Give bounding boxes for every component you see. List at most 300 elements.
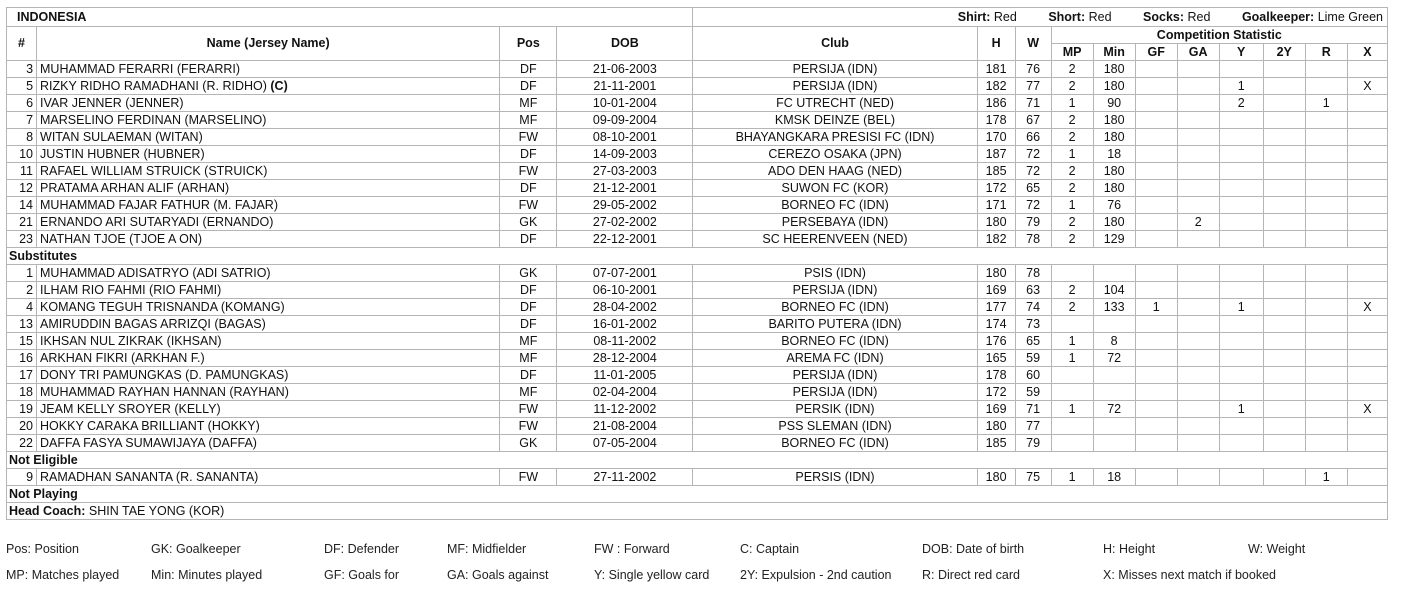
stat-2y: [1263, 197, 1305, 214]
stat-r: [1305, 129, 1347, 146]
stat-gf: [1135, 367, 1177, 384]
player-name-text: ILHAM RIO FAHMI (RIO FAHMI): [40, 282, 222, 297]
stat-ga: [1177, 197, 1219, 214]
player-position: DF: [500, 282, 557, 299]
legend-row-1: [6, 538, 1396, 564]
player-weight: 74: [1015, 299, 1051, 316]
player-position: DF: [500, 231, 557, 248]
player-weight: 72: [1015, 197, 1051, 214]
legend: [6, 538, 1396, 590]
player-position: MF: [500, 333, 557, 350]
player-weight: 77: [1015, 418, 1051, 435]
stat-y: 1: [1219, 401, 1263, 418]
player-club: SC HEERENVEEN (NED): [693, 231, 977, 248]
stat-y: [1219, 418, 1263, 435]
stat-r: [1305, 282, 1347, 299]
stat-ga: [1177, 129, 1219, 146]
stat-min: 18: [1093, 469, 1135, 486]
player-height: 180: [977, 469, 1015, 486]
player-position: GK: [500, 265, 557, 282]
stat-gf: [1135, 95, 1177, 112]
player-number: 12: [7, 180, 37, 197]
player-dob: 08-11-2002: [557, 333, 693, 350]
stat-mp: 2: [1051, 61, 1093, 78]
player-number: 8: [7, 129, 37, 146]
player-name: [37, 316, 500, 333]
player-dob: 16-01-2002: [557, 316, 693, 333]
stat-r: [1305, 435, 1347, 452]
player-height: 185: [977, 163, 1015, 180]
legend-item: Pos: Position: [6, 542, 79, 556]
stat-2y: [1263, 163, 1305, 180]
player-name: [37, 214, 500, 231]
stat-y: [1219, 197, 1263, 214]
stat-gf: [1135, 214, 1177, 231]
stat-min: 72: [1093, 350, 1135, 367]
stat-min: 129: [1093, 231, 1135, 248]
legend-item: GF: Goals for: [324, 568, 400, 582]
player-height: 180: [977, 418, 1015, 435]
player-name-text: NATHAN TJOE (TJOE A ON): [40, 231, 203, 246]
stat-2y: [1263, 401, 1305, 418]
stat-y: [1219, 231, 1263, 248]
head-coach: [7, 503, 1388, 520]
player-club: PERSIJA (IDN): [693, 384, 977, 401]
player-number: 23: [7, 231, 37, 248]
stat-gf: [1135, 333, 1177, 350]
stat-ga: [1177, 401, 1219, 418]
player-weight: 79: [1015, 214, 1051, 231]
stat-min: [1093, 384, 1135, 401]
player-dob: 10-01-2004: [557, 95, 693, 112]
stat-x: [1347, 163, 1387, 180]
stat-gf: [1135, 231, 1177, 248]
player-number: 13: [7, 316, 37, 333]
player-dob: 28-12-2004: [557, 350, 693, 367]
player-row: [7, 146, 1388, 163]
stat-min: 180: [1093, 129, 1135, 146]
player-name-text: ERNANDO ARI SUTARYADI (ERNANDO): [40, 214, 274, 229]
stat-2y: [1263, 129, 1305, 146]
col-x-header: X: [1347, 44, 1387, 61]
player-name: [37, 384, 500, 401]
stat-min: 76: [1093, 197, 1135, 214]
legend-item: Min: Minutes played: [151, 568, 263, 582]
player-position: GK: [500, 214, 557, 231]
stat-r: [1305, 418, 1347, 435]
stat-mp: [1051, 316, 1093, 333]
player-name: [37, 282, 500, 299]
squad-sheet: [6, 7, 1388, 520]
col-min-header: Min: [1093, 44, 1135, 61]
player-number: 18: [7, 384, 37, 401]
player-height: 171: [977, 197, 1015, 214]
substitutes-section: [7, 248, 1388, 265]
stat-ga: 2: [1177, 214, 1219, 231]
stat-r: [1305, 401, 1347, 418]
stat-y: [1219, 180, 1263, 197]
player-name: [37, 265, 500, 282]
player-number: 22: [7, 435, 37, 452]
stat-gf: [1135, 265, 1177, 282]
player-club: PSS SLEMAN (IDN): [693, 418, 977, 435]
stat-ga: [1177, 333, 1219, 350]
short-value: Red: [1088, 9, 1112, 24]
player-name-text: DAFFA FASYA SUMAWIJAYA (DAFFA): [40, 435, 257, 450]
player-name-text: WITAN SULAEMAN (WITAN): [40, 129, 203, 144]
stat-y: [1219, 367, 1263, 384]
stat-x: [1347, 61, 1387, 78]
player-position: FW: [500, 129, 557, 146]
player-club: PERSEBAYA (IDN): [693, 214, 977, 231]
stat-ga: [1177, 282, 1219, 299]
player-name-text: ARKHAN FIKRI (ARKHAN F.): [40, 350, 205, 365]
stat-r: [1305, 384, 1347, 401]
player-name-text: MUHAMMAD FERARRI (FERARRI): [40, 61, 241, 76]
player-dob: 27-02-2002: [557, 214, 693, 231]
stat-gf: [1135, 418, 1177, 435]
player-club: BORNEO FC (IDN): [693, 197, 977, 214]
stat-2y: [1263, 299, 1305, 316]
player-club: PERSIJA (IDN): [693, 282, 977, 299]
substitutes-section-label: Substitutes: [7, 248, 1388, 265]
player-row: [7, 95, 1388, 112]
player-name: [37, 333, 500, 350]
player-row: [7, 197, 1388, 214]
stat-2y: [1263, 112, 1305, 129]
player-number: 17: [7, 367, 37, 384]
stat-gf: [1135, 146, 1177, 163]
player-club: PERSIJA (IDN): [693, 78, 977, 95]
stat-min: 180: [1093, 78, 1135, 95]
player-dob: 08-10-2001: [557, 129, 693, 146]
col-pos-header: Pos: [500, 27, 557, 61]
stat-min: 180: [1093, 61, 1135, 78]
player-height: 182: [977, 231, 1015, 248]
stat-mp: 2: [1051, 163, 1093, 180]
player-row: [7, 469, 1388, 486]
player-weight: 76: [1015, 61, 1051, 78]
legend-row-2: [6, 564, 1396, 590]
player-club: PERSIJA (IDN): [693, 61, 977, 78]
col-2y-header: 2Y: [1263, 44, 1305, 61]
stat-y: [1219, 146, 1263, 163]
player-row: [7, 418, 1388, 435]
player-weight: 67: [1015, 112, 1051, 129]
stat-r: [1305, 180, 1347, 197]
player-position: FW: [500, 469, 557, 486]
stat-min: [1093, 316, 1135, 333]
player-name-text: JEAM KELLY SROYER (KELLY): [40, 401, 221, 416]
player-position: MF: [500, 112, 557, 129]
stat-y: [1219, 214, 1263, 231]
player-dob: 09-09-2004: [557, 112, 693, 129]
stat-min: [1093, 367, 1135, 384]
stat-mp: [1051, 435, 1093, 452]
player-row: [7, 163, 1388, 180]
stat-mp: [1051, 384, 1093, 401]
player-name: [37, 469, 500, 486]
stat-y: [1219, 435, 1263, 452]
player-number: 4: [7, 299, 37, 316]
squad-table: [6, 7, 1388, 520]
stat-min: [1093, 265, 1135, 282]
player-name: [37, 418, 500, 435]
player-name: [37, 129, 500, 146]
stat-gf: [1135, 469, 1177, 486]
stat-2y: [1263, 316, 1305, 333]
not-eligible-section: [7, 452, 1388, 469]
player-row: [7, 231, 1388, 248]
stat-y: [1219, 350, 1263, 367]
player-height: 178: [977, 367, 1015, 384]
stat-2y: [1263, 367, 1305, 384]
player-position: MF: [500, 350, 557, 367]
stat-r: [1305, 214, 1347, 231]
stat-y: [1219, 61, 1263, 78]
stat-gf: [1135, 197, 1177, 214]
player-dob: 22-12-2001: [557, 231, 693, 248]
player-club: BARITO PUTERA (IDN): [693, 316, 977, 333]
player-dob: 21-06-2003: [557, 61, 693, 78]
stat-ga: [1177, 78, 1219, 95]
stat-r: [1305, 333, 1347, 350]
stat-ga: [1177, 112, 1219, 129]
stat-r: [1305, 316, 1347, 333]
stat-min: 180: [1093, 214, 1135, 231]
stat-r: [1305, 112, 1347, 129]
player-number: 2: [7, 282, 37, 299]
player-weight: 75: [1015, 469, 1051, 486]
stat-y: [1219, 129, 1263, 146]
stat-x: [1347, 129, 1387, 146]
player-dob: 27-03-2003: [557, 163, 693, 180]
stat-r: [1305, 350, 1347, 367]
player-weight: 71: [1015, 401, 1051, 418]
stat-2y: [1263, 78, 1305, 95]
player-dob: 14-09-2003: [557, 146, 693, 163]
player-height: 181: [977, 61, 1015, 78]
player-number: 15: [7, 333, 37, 350]
player-weight: 59: [1015, 350, 1051, 367]
stat-ga: [1177, 180, 1219, 197]
legend-item: GK: Goalkeeper: [151, 542, 241, 556]
player-weight: 78: [1015, 231, 1051, 248]
stat-y: 1: [1219, 78, 1263, 95]
player-name: [37, 401, 500, 418]
legend-item: MP: Matches played: [6, 568, 120, 582]
player-name-text: HOKKY CARAKA BRILLIANT (HOKKY): [40, 418, 260, 433]
col-weight-header: W: [1015, 27, 1051, 61]
player-height: 187: [977, 146, 1015, 163]
not-playing-section-label: Not Playing: [7, 486, 1388, 503]
player-name-text: RIZKY RIDHO RAMADHANI (R. RIDHO): [40, 78, 267, 93]
player-row: [7, 350, 1388, 367]
player-row: [7, 401, 1388, 418]
stat-min: 18: [1093, 146, 1135, 163]
player-weight: 72: [1015, 146, 1051, 163]
player-row: [7, 316, 1388, 333]
player-dob: 21-12-2001: [557, 180, 693, 197]
player-name-text: PRATAMA ARHAN ALIF (ARHAN): [40, 180, 230, 195]
not-eligible-section-label: Not Eligible: [7, 452, 1388, 469]
player-height: 186: [977, 95, 1015, 112]
stat-r: [1305, 146, 1347, 163]
player-name-text: JUSTIN HUBNER (HUBNER): [40, 146, 205, 161]
stat-mp: 2: [1051, 112, 1093, 129]
player-height: 180: [977, 214, 1015, 231]
stat-y: [1219, 163, 1263, 180]
socks-value: Red: [1187, 9, 1211, 24]
player-weight: 78: [1015, 265, 1051, 282]
player-name-text: MUHAMMAD FAJAR FATHUR (M. FAJAR): [40, 197, 278, 212]
player-position: DF: [500, 61, 557, 78]
player-name: [37, 350, 500, 367]
stat-min: 8: [1093, 333, 1135, 350]
team-name: INDONESIA: [7, 8, 693, 27]
stat-r: 1: [1305, 95, 1347, 112]
stat-mp: 2: [1051, 78, 1093, 95]
col-height-header: H: [977, 27, 1015, 61]
player-height: 165: [977, 350, 1015, 367]
player-number: 19: [7, 401, 37, 418]
stat-x: [1347, 180, 1387, 197]
player-height: 180: [977, 265, 1015, 282]
stat-2y: [1263, 265, 1305, 282]
stat-x: [1347, 214, 1387, 231]
goalkeeper-label: Goalkeeper:: [1241, 9, 1315, 24]
player-club: CEREZO OSAKA (JPN): [693, 146, 977, 163]
stat-x: [1347, 367, 1387, 384]
legend-item: R: Direct red card: [922, 568, 1020, 582]
player-club: FC UTRECHT (NED): [693, 95, 977, 112]
shirt-value: Red: [993, 9, 1017, 24]
player-position: FW: [500, 197, 557, 214]
stat-min: 104: [1093, 282, 1135, 299]
player-number: 16: [7, 350, 37, 367]
legend-item: MF: Midfielder: [447, 542, 527, 556]
player-position: MF: [500, 384, 557, 401]
stat-min: 180: [1093, 163, 1135, 180]
player-row: [7, 214, 1388, 231]
stat-r: [1305, 163, 1347, 180]
competition-statistic-header: Competition Statistic: [1051, 27, 1387, 44]
player-row: [7, 384, 1388, 401]
player-name-text: DONY TRI PAMUNGKAS (D. PAMUNGKAS): [40, 367, 289, 382]
player-club: KMSK DEINZE (BEL): [693, 112, 977, 129]
stat-r: [1305, 265, 1347, 282]
col-y-header: Y: [1219, 44, 1263, 61]
player-height: 182: [977, 78, 1015, 95]
shirt-label: Shirt:: [957, 9, 991, 24]
stat-x: X: [1347, 78, 1387, 95]
player-weight: 77: [1015, 78, 1051, 95]
col-num-header: #: [7, 27, 37, 61]
player-weight: 65: [1015, 180, 1051, 197]
player-name-text: RAMADHAN SANANTA (R. SANANTA): [40, 469, 259, 484]
player-club: BORNEO FC (IDN): [693, 299, 977, 316]
player-weight: 73: [1015, 316, 1051, 333]
player-dob: 11-12-2002: [557, 401, 693, 418]
player-dob: 27-11-2002: [557, 469, 693, 486]
legend-item: W: Weight: [1248, 542, 1306, 556]
player-row: [7, 265, 1388, 282]
stat-2y: [1263, 282, 1305, 299]
player-dob: 21-08-2004: [557, 418, 693, 435]
legend-item: Y: Single yellow card: [594, 568, 710, 582]
stat-y: 1: [1219, 299, 1263, 316]
stat-x: [1347, 316, 1387, 333]
stat-2y: [1263, 333, 1305, 350]
player-club: BORNEO FC (IDN): [693, 333, 977, 350]
stat-ga: [1177, 384, 1219, 401]
stat-x: [1347, 197, 1387, 214]
player-number: 11: [7, 163, 37, 180]
stat-y: [1219, 384, 1263, 401]
col-club-header: Club: [693, 27, 977, 61]
stat-x: [1347, 282, 1387, 299]
head-coach-value: SHIN TAE YONG (KOR): [88, 503, 225, 518]
player-club: PERSIJA (IDN): [693, 367, 977, 384]
stat-gf: [1135, 129, 1177, 146]
col-ga-header: GA: [1177, 44, 1219, 61]
stat-2y: [1263, 180, 1305, 197]
player-number: 10: [7, 146, 37, 163]
player-row: [7, 367, 1388, 384]
stat-r: [1305, 197, 1347, 214]
player-name: [37, 197, 500, 214]
stat-x: [1347, 146, 1387, 163]
player-number: 14: [7, 197, 37, 214]
player-row: [7, 112, 1388, 129]
stat-x: [1347, 231, 1387, 248]
stat-gf: [1135, 384, 1177, 401]
stat-mp: 1: [1051, 401, 1093, 418]
stat-r: [1305, 61, 1347, 78]
stat-r: [1305, 231, 1347, 248]
stat-x: [1347, 265, 1387, 282]
stat-mp: 2: [1051, 214, 1093, 231]
player-height: 172: [977, 384, 1015, 401]
stat-2y: [1263, 435, 1305, 452]
stat-ga: [1177, 367, 1219, 384]
stat-mp: 2: [1051, 129, 1093, 146]
col-gf-header: GF: [1135, 44, 1177, 61]
stat-mp: 2: [1051, 180, 1093, 197]
player-name-text: KOMANG TEGUH TRISNANDA (KOMANG): [40, 299, 285, 314]
player-club: SUWON FC (KOR): [693, 180, 977, 197]
player-position: MF: [500, 95, 557, 112]
head-coach-label: Head Coach:: [9, 503, 86, 518]
stat-ga: [1177, 299, 1219, 316]
team-header-row: [7, 8, 1388, 27]
stat-x: [1347, 112, 1387, 129]
player-dob: 11-01-2005: [557, 367, 693, 384]
player-name: [37, 112, 500, 129]
stat-2y: [1263, 214, 1305, 231]
stat-x: [1347, 418, 1387, 435]
player-dob: 07-07-2001: [557, 265, 693, 282]
socks-label: Socks:: [1143, 9, 1185, 24]
stat-gf: [1135, 401, 1177, 418]
stat-gf: [1135, 282, 1177, 299]
player-row: [7, 282, 1388, 299]
stat-y: [1219, 316, 1263, 333]
stat-2y: [1263, 469, 1305, 486]
stat-mp: 1: [1051, 146, 1093, 163]
player-weight: 72: [1015, 163, 1051, 180]
player-height: 178: [977, 112, 1015, 129]
